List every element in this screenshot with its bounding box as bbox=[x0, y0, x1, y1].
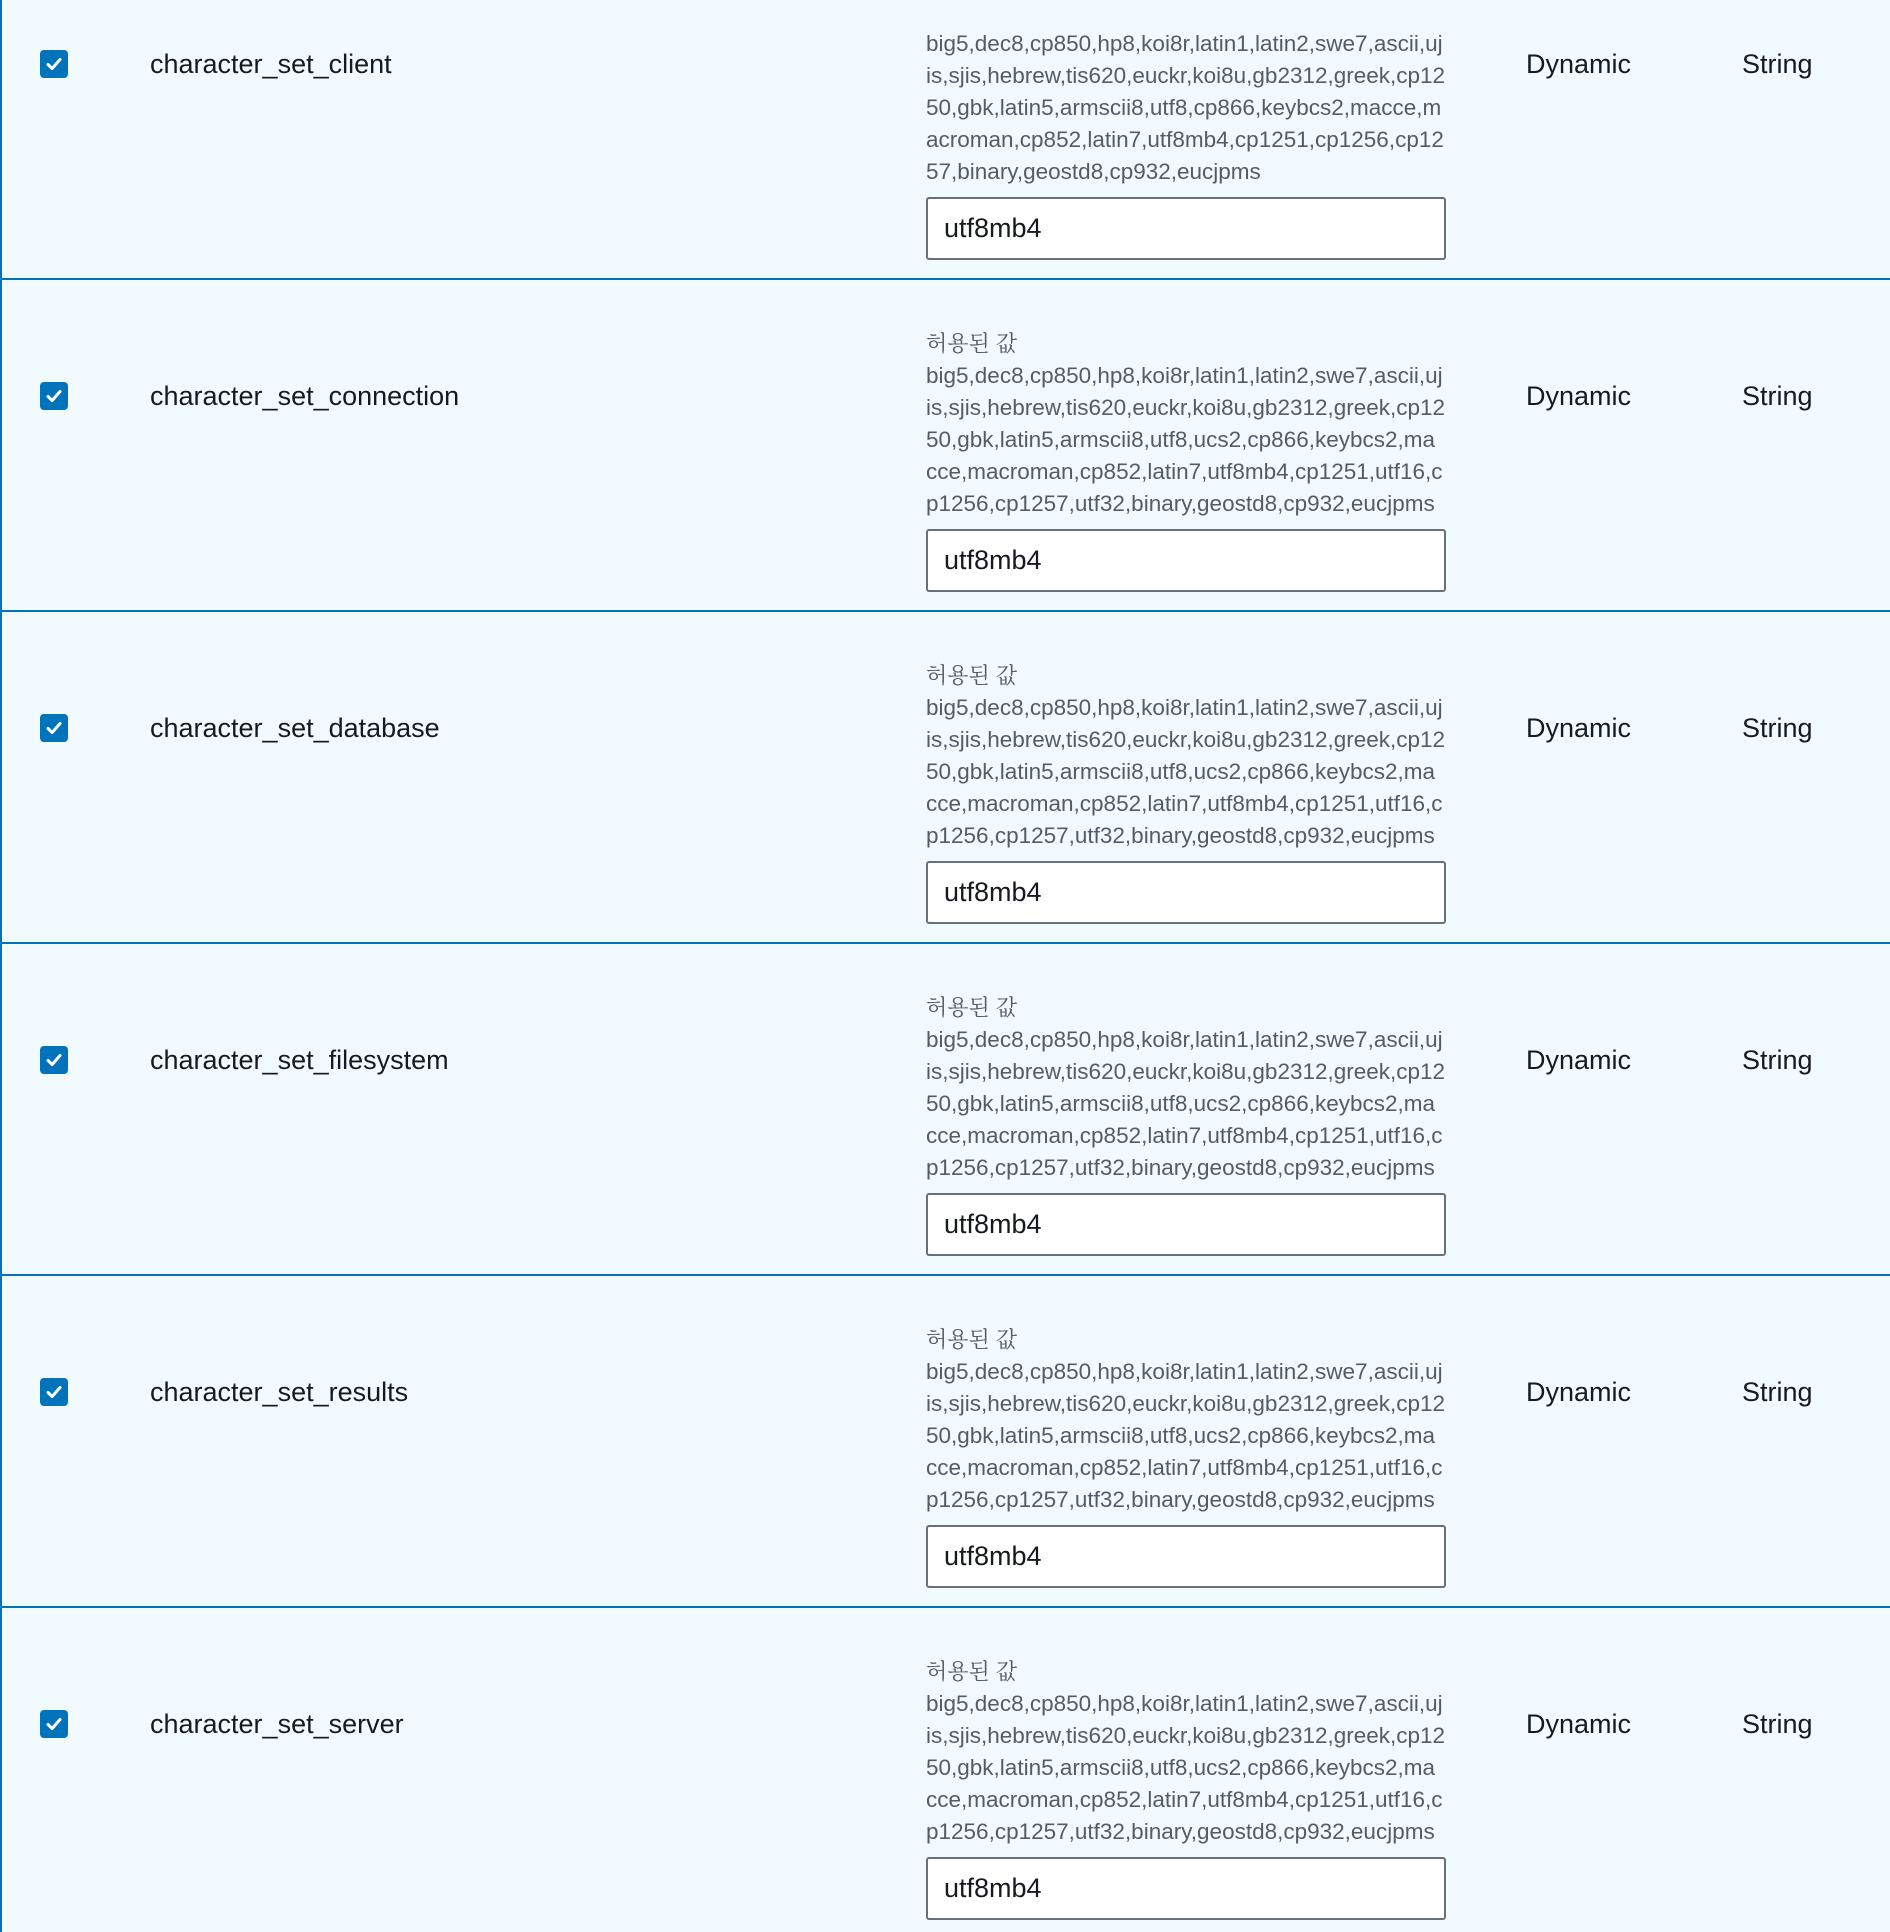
allowed-values-text: big5,dec8,cp850,hp8,koi8r,latin1,latin2,swe7,ascii,ujis,sjis,hebrew,tis620,euckr,koi8u,gb2312,greek,cp1250,gbk,latin5,armscii8,utf8,cp866,keybcs2,macce,macroman,cp852,latin7,utf8mb4,cp1251,cp1256,cp1257,binary,geostd8,cp932,eucjpms bbox=[926, 31, 1446, 184]
data-type: String bbox=[1742, 49, 1813, 79]
checkmark-icon bbox=[44, 54, 64, 74]
allowed-values-text: big5,dec8,cp850,hp8,koi8r,latin1,latin2,swe7,ascii,ujis,sjis,hebrew,tis620,euckr,koi8u,gb2312,greek,cp1250,gbk,latin5,armscii8,utf8,ucs2,cp866,keybcs2,macce,macroman,cp852,latin7,utf8mb4,cp1251,utf16,cp1256,cp1257,utf32,binary,geostd8,cp932,eucjpms bbox=[926, 1027, 1446, 1180]
allowed-values-label: 허용된 값 bbox=[926, 1659, 1018, 1684]
apply-type: Dynamic bbox=[1526, 49, 1632, 79]
allowed-values-block bbox=[926, 992, 1446, 1256]
parameter-name: character_set_filesystem bbox=[150, 1045, 449, 1075]
parameter-row[interactable] bbox=[0, 612, 1890, 944]
apply-type: Dynamic bbox=[1526, 1709, 1632, 1739]
allowed-values-text: big5,dec8,cp850,hp8,koi8r,latin1,latin2,swe7,ascii,ujis,sjis,hebrew,tis620,euckr,koi8u,gb2312,greek,cp1250,gbk,latin5,armscii8,utf8,ucs2,cp866,keybcs2,macce,macroman,cp852,latin7,utf8mb4,cp1251,utf16,cp1256,cp1257,utf32,binary,geostd8,cp932,eucjpms bbox=[926, 1359, 1446, 1512]
allowed-values-label: 허용된 값 bbox=[926, 995, 1018, 1020]
data-type: String bbox=[1742, 1377, 1813, 1407]
parameter-name: character_set_connection bbox=[150, 381, 460, 411]
parameter-row[interactable] bbox=[0, 944, 1890, 1276]
allowed-values-text: big5,dec8,cp850,hp8,koi8r,latin1,latin2,swe7,ascii,ujis,sjis,hebrew,tis620,euckr,koi8u,gb2312,greek,cp1250,gbk,latin5,armscii8,utf8,ucs2,cp866,keybcs2,macce,macroman,cp852,latin7,utf8mb4,cp1251,utf16,cp1256,cp1257,utf32,binary,geostd8,cp932,eucjpms bbox=[926, 363, 1446, 516]
parameter-value-input[interactable] bbox=[926, 1525, 1446, 1588]
apply-type: Dynamic bbox=[1526, 381, 1632, 411]
row-checkbox[interactable] bbox=[40, 714, 68, 742]
allowed-values-block bbox=[926, 1656, 1446, 1920]
row-checkbox[interactable] bbox=[40, 382, 68, 410]
parameter-row[interactable] bbox=[0, 0, 1890, 280]
apply-type: Dynamic bbox=[1526, 1377, 1632, 1407]
checkmark-icon bbox=[44, 1382, 64, 1402]
row-checkbox[interactable] bbox=[40, 50, 68, 78]
row-checkbox[interactable] bbox=[40, 1046, 68, 1074]
data-type: String bbox=[1742, 713, 1813, 743]
allowed-values-label: 허용된 값 bbox=[926, 331, 1018, 356]
parameter-row[interactable] bbox=[0, 280, 1890, 612]
parameter-name: character_set_client bbox=[150, 49, 392, 79]
row-checkbox[interactable] bbox=[40, 1378, 68, 1406]
allowed-values-text: big5,dec8,cp850,hp8,koi8r,latin1,latin2,swe7,ascii,ujis,sjis,hebrew,tis620,euckr,koi8u,gb2312,greek,cp1250,gbk,latin5,armscii8,utf8,ucs2,cp866,keybcs2,macce,macroman,cp852,latin7,utf8mb4,cp1251,utf16,cp1256,cp1257,utf32,binary,geostd8,cp932,eucjpms bbox=[926, 695, 1446, 848]
allowed-values-block bbox=[926, 660, 1446, 924]
parameter-row[interactable] bbox=[0, 1276, 1890, 1608]
checkmark-icon bbox=[44, 1050, 64, 1070]
parameter-name: character_set_database bbox=[150, 713, 440, 743]
parameter-row[interactable] bbox=[0, 1608, 1890, 1932]
allowed-values-text: big5,dec8,cp850,hp8,koi8r,latin1,latin2,swe7,ascii,ujis,sjis,hebrew,tis620,euckr,koi8u,gb2312,greek,cp1250,gbk,latin5,armscii8,utf8,ucs2,cp866,keybcs2,macce,macroman,cp852,latin7,utf8mb4,cp1251,utf16,cp1256,cp1257,utf32,binary,geostd8,cp932,eucjpms bbox=[926, 1691, 1446, 1844]
parameter-value-input[interactable] bbox=[926, 1857, 1446, 1920]
allowed-values-label: 허용된 값 bbox=[926, 663, 1018, 688]
allowed-values-label: 허용된 값 bbox=[926, 1327, 1018, 1352]
checkmark-icon bbox=[44, 386, 64, 406]
checkmark-icon bbox=[44, 1714, 64, 1734]
parameter-value-input[interactable] bbox=[926, 861, 1446, 924]
parameter-value-input[interactable] bbox=[926, 1193, 1446, 1256]
allowed-values-block bbox=[926, 1324, 1446, 1588]
row-checkbox[interactable] bbox=[40, 1710, 68, 1738]
apply-type: Dynamic bbox=[1526, 1045, 1632, 1075]
allowed-values-block bbox=[926, 328, 1446, 592]
parameter-value-input[interactable] bbox=[926, 529, 1446, 592]
parameter-value-input[interactable] bbox=[926, 197, 1446, 260]
allowed-values-block bbox=[926, 0, 1446, 260]
checkmark-icon bbox=[44, 718, 64, 738]
data-type: String bbox=[1742, 1045, 1813, 1075]
data-type: String bbox=[1742, 1709, 1813, 1739]
parameter-name: character_set_server bbox=[150, 1709, 404, 1739]
data-type: String bbox=[1742, 381, 1813, 411]
parameter-name: character_set_results bbox=[150, 1377, 409, 1407]
allowed-values-label bbox=[926, 0, 1446, 28]
apply-type: Dynamic bbox=[1526, 713, 1632, 743]
